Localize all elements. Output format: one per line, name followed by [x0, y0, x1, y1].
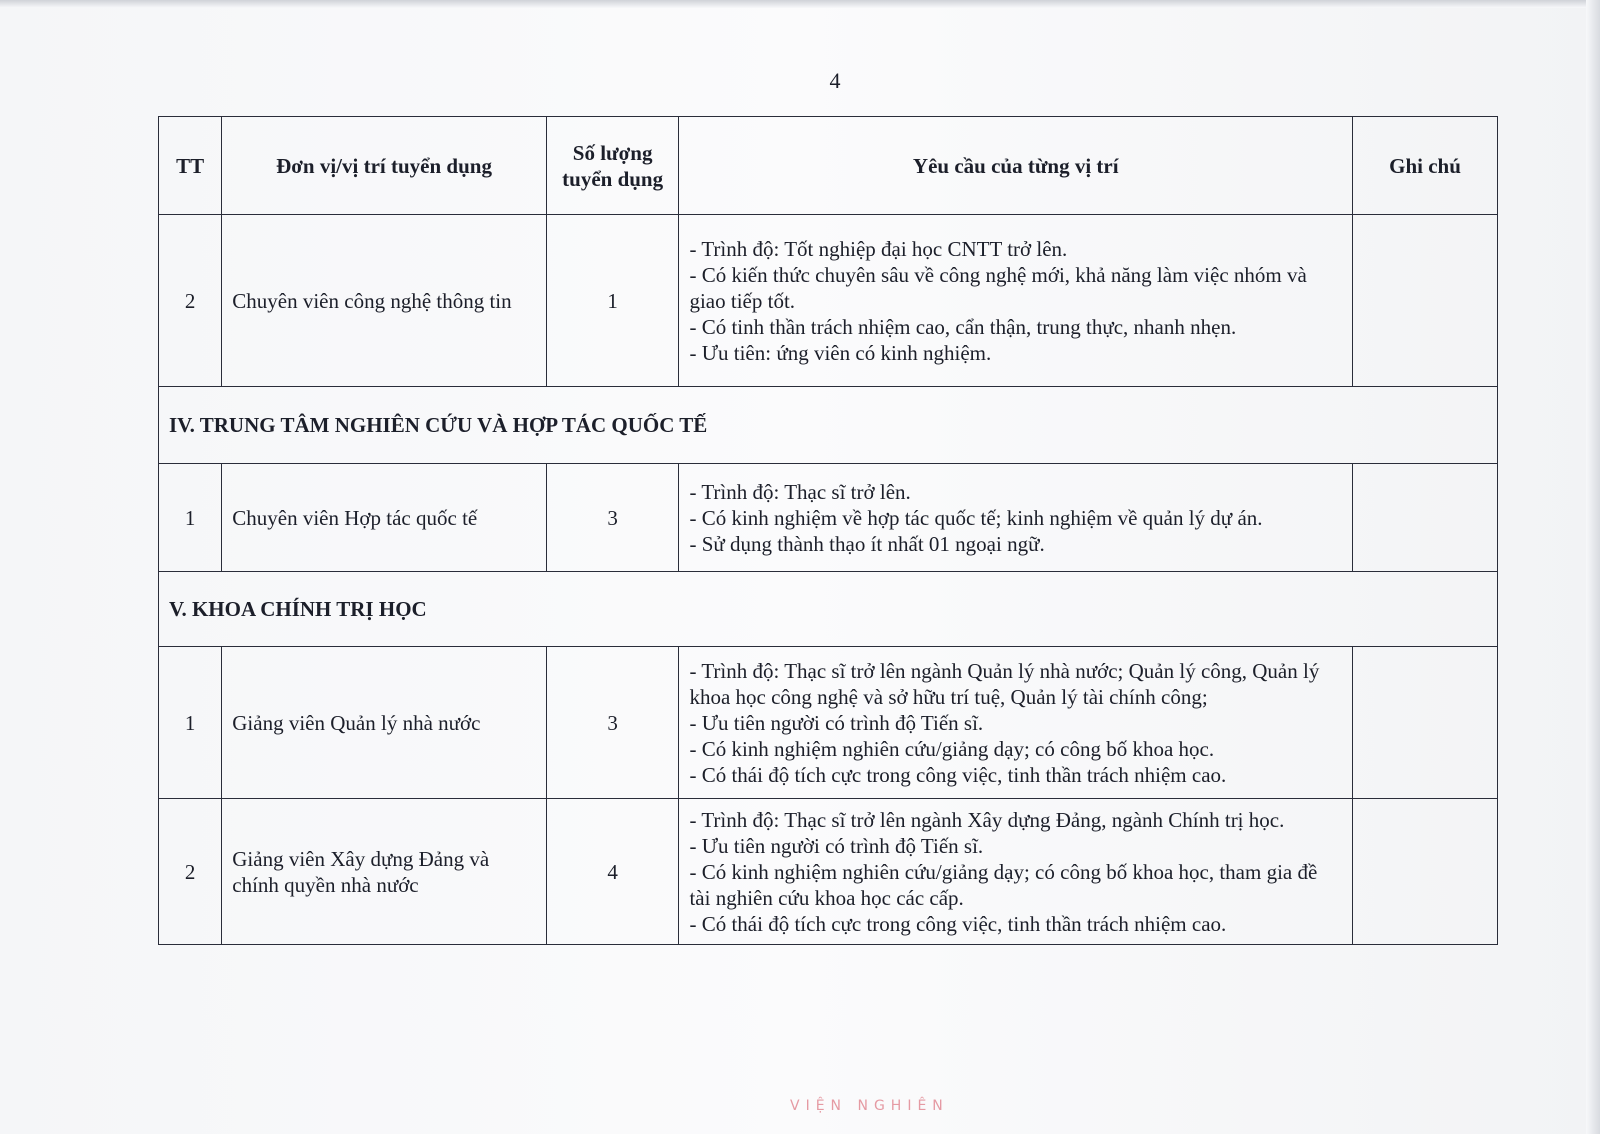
row-position: Giảng viên Xây dựng Đảng và chính quyền nhà nước: [222, 799, 547, 945]
row-requirements: [679, 215, 1353, 387]
row-requirements: [679, 647, 1353, 799]
row-position: Giảng viên Quản lý nhà nước: [222, 647, 547, 799]
requirement-line: - Ưu tiên người có trình độ Tiến sĩ.: [689, 833, 984, 858]
requirement-line: - Trình độ: Thạc sĩ trở lên ngành Quản lý nhà nước; Quản lý công, Quản lý khoa học công nghệ và sở hữu trí tuệ, Quản lý tài chính công;: [689, 658, 1320, 709]
row-note: [1353, 799, 1498, 945]
page-number: 4: [829, 68, 841, 93]
row-requirements: [679, 799, 1353, 945]
header-unit: Đơn vị/vị trí tuyển dụng: [222, 117, 547, 215]
row-note: [1353, 464, 1498, 572]
requirement-line: - Có tinh thần trách nhiệm cao, cẩn thận, trung thực, nhanh nhẹn.: [689, 314, 1237, 339]
header-tt: TT: [159, 117, 222, 215]
row-tt: 1: [159, 464, 222, 572]
requirement-line: - Trình độ: Tốt nghiệp đại học CNTT trở lên.: [689, 236, 1068, 261]
requirement-line: - Có thái độ tích cực trong công việc, tinh thần trách nhiệm cao.: [689, 911, 1227, 936]
row-tt: 2: [159, 215, 222, 387]
row-note: [1353, 215, 1498, 387]
requirement-line: - Sử dụng thành thạo ít nhất 01 ngoại ngữ.: [689, 531, 1045, 556]
section-title: IV. TRUNG TÂM NGHIÊN CỨU VÀ HỢP TÁC QUỐC TẾ: [159, 387, 1498, 464]
requirement-line: - Có kinh nghiệm về hợp tác quốc tế; kinh nghiệm về quản lý dự án.: [689, 505, 1263, 530]
requirement-line: - Có kinh nghiệm nghiên cứu/giảng dạy; có công bố khoa học, tham gia đề tài nghiên cứu khoa học các cấp.: [689, 859, 1318, 910]
header-requirements: Yêu cầu của từng vị trí: [679, 117, 1353, 215]
row-requirements: [679, 464, 1353, 572]
row-quantity: 1: [546, 215, 679, 387]
table-row: [159, 799, 1498, 945]
scan-top-edge: [0, 0, 1600, 8]
row-quantity: 3: [546, 647, 679, 799]
requirement-line: - Trình độ: Thạc sĩ trở lên.: [689, 479, 911, 504]
requirement-line: - Có thái độ tích cực trong công việc, tinh thần trách nhiệm cao.: [689, 762, 1227, 787]
stamp-fragment: VIỆN NGHIÊN: [790, 1098, 949, 1114]
requirement-line: - Ưu tiên: ứng viên có kinh nghiệm.: [689, 340, 992, 365]
requirement-line: - Ưu tiên người có trình độ Tiến sĩ.: [689, 710, 984, 735]
section-title: V. KHOA CHÍNH TRỊ HỌC: [159, 572, 1498, 647]
row-tt: 2: [159, 799, 222, 945]
scan-right-edge: [1586, 0, 1600, 1134]
requirement-line: - Có kiến thức chuyên sâu về công nghệ mới, khả năng làm việc nhóm và giao tiếp tốt.: [689, 262, 1307, 313]
row-position: Chuyên viên công nghệ thông tin: [222, 215, 547, 387]
section-row: [159, 387, 1498, 464]
header-quantity: Số lượng tuyển dụng: [546, 117, 679, 215]
table-row: [159, 464, 1498, 572]
recruitment-table: [158, 116, 1498, 945]
table-row: [159, 647, 1498, 799]
section-row: [159, 572, 1498, 647]
requirement-line: - Trình độ: Thạc sĩ trở lên ngành Xây dựng Đảng, ngành Chính trị học.: [689, 807, 1285, 832]
requirement-line: - Có kinh nghiệm nghiên cứu/giảng dạy; có công bố khoa học.: [689, 736, 1215, 761]
header-note: Ghi chú: [1353, 117, 1498, 215]
row-note: [1353, 647, 1498, 799]
header-row: [159, 117, 1498, 215]
table-row: [159, 215, 1498, 387]
row-position: Chuyên viên Hợp tác quốc tế: [222, 464, 547, 572]
row-quantity: 3: [546, 464, 679, 572]
row-tt: 1: [159, 647, 222, 799]
row-quantity: 4: [546, 799, 679, 945]
